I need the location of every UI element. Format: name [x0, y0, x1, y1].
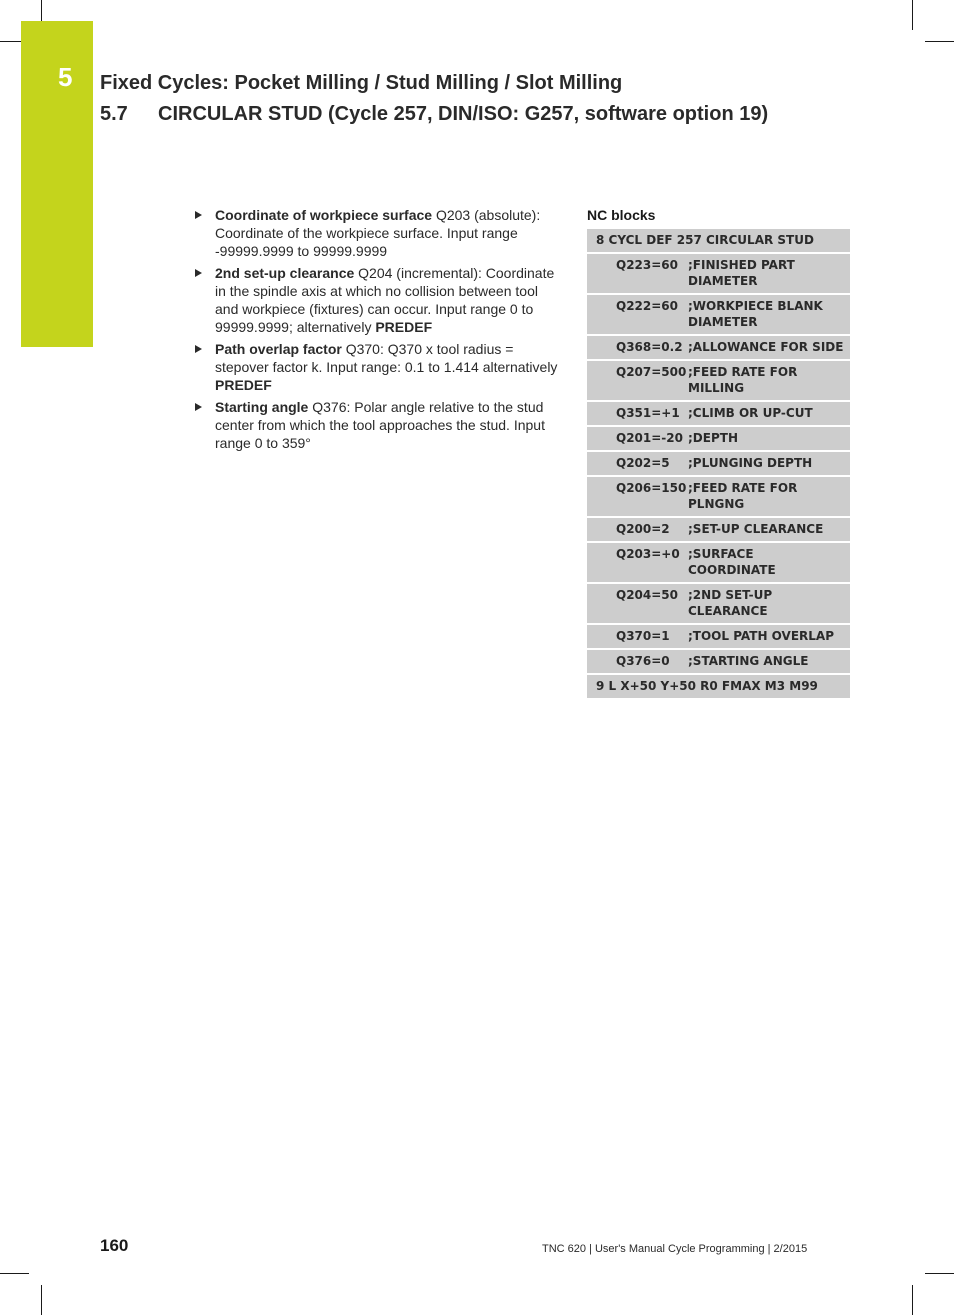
parameter-item [193, 264, 563, 336]
table-row [587, 583, 850, 624]
crop-mark [41, 0, 42, 21]
q-parameter: Q201=-20 [587, 426, 688, 451]
table-row [587, 229, 850, 253]
q-parameter: Q203=+0 [587, 542, 688, 583]
table-row [587, 624, 850, 649]
triangle-bullet-icon [195, 211, 202, 219]
table-row [587, 360, 850, 401]
parameter-name: Path overlap factor [215, 341, 342, 357]
nc-blocks-table [587, 229, 850, 700]
parameter-list [193, 206, 563, 456]
nc-block-line: 9 L X+50 Y+50 R0 FMAX M3 M99 [587, 674, 850, 699]
q-parameter: Q222=60 [587, 294, 688, 335]
chapter-number: 5 [58, 62, 73, 92]
parameter-suffix: PREDEF [375, 319, 433, 335]
q-comment: ;STARTING ANGLE [688, 649, 850, 674]
nc-block-line: 8 CYCL DEF 257 CIRCULAR STUD [587, 229, 850, 253]
q-parameter: Q368=0.2 [587, 335, 688, 360]
q-parameter: Q207=500 [587, 360, 688, 401]
crop-mark [0, 1273, 29, 1274]
table-row [587, 542, 850, 583]
parameter-item [193, 206, 563, 260]
page-number: 160 [100, 1236, 129, 1255]
q-parameter: Q223=60 [587, 253, 688, 294]
footer-text: TNC 620 | User's Manual Cycle Programming | 2/2015 [542, 1243, 808, 1255]
section-title-text: CIRCULAR STUD (Cycle 257, DIN/ISO: G257, software option 19) [158, 103, 769, 125]
q-parameter: Q376=0 [587, 649, 688, 674]
q-comment: ;SET-UP CLEARANCE [688, 517, 850, 542]
table-row [587, 517, 850, 542]
table-row [587, 253, 850, 294]
table-row [587, 426, 850, 451]
triangle-bullet-icon [195, 345, 202, 353]
table-row [587, 649, 850, 674]
parameter-item [193, 398, 563, 452]
parameter-suffix: PREDEF [215, 377, 272, 393]
parameter-name: Starting angle [215, 399, 309, 415]
q-comment: ;DEPTH [688, 426, 850, 451]
crop-mark [912, 0, 913, 30]
triangle-bullet-icon [195, 403, 202, 411]
nc-blocks-heading: NC blocks [587, 207, 656, 223]
q-comment: ;2ND SET-UP CLEARANCE [688, 583, 850, 624]
q-comment: ;SURFACE COORDINATE [688, 542, 850, 583]
q-parameter: Q202=5 [587, 451, 688, 476]
q-comment: ;FEED RATE FOR MILLING [688, 360, 850, 401]
parameter-description: Q203 (absolute): Coordinate of the workpiece surface. Input range -99999.9999 to 99999.9999 [215, 207, 541, 259]
q-parameter: Q370=1 [587, 624, 688, 649]
crop-mark [0, 41, 21, 42]
table-row [587, 674, 850, 699]
table-row [587, 335, 850, 360]
q-parameter: Q200=2 [587, 517, 688, 542]
crop-mark [925, 41, 954, 42]
q-comment: ;FEED RATE FOR PLNGNG [688, 476, 850, 517]
q-comment: ;ALLOWANCE FOR SIDE [688, 335, 850, 360]
section-title [100, 103, 768, 126]
section-number: 5.7 [100, 103, 128, 125]
triangle-bullet-icon [195, 269, 202, 277]
table-row [587, 401, 850, 426]
chapter-tab [21, 21, 93, 347]
q-comment: ;PLUNGING DEPTH [688, 451, 850, 476]
parameter-description: Q376: Polar angle relative to the stud center from which the tool approaches the stud. Input range 0 to 359° [215, 399, 545, 451]
parameter-description: Q204 (incremental): Coordinate in the spindle axis at which no collision between tool and workpiece (fixtures) can occur. Input range 0 to 99999.9999; alternatively [215, 265, 555, 335]
q-comment: ;CLIMB OR UP-CUT [688, 401, 850, 426]
table-row [587, 451, 850, 476]
q-comment: ;TOOL PATH OVERLAP [688, 624, 850, 649]
parameter-name: 2nd set-up clearance [215, 265, 355, 281]
chapter-title: Fixed Cycles: Pocket Milling / Stud Milling / Slot Milling [100, 72, 623, 94]
q-parameter: Q351=+1 [587, 401, 688, 426]
crop-mark [912, 1285, 913, 1315]
parameter-item [193, 340, 563, 394]
table-row [587, 476, 850, 517]
crop-mark [41, 1285, 42, 1315]
table-row [587, 294, 850, 335]
parameter-name: Coordinate of workpiece surface [215, 207, 433, 223]
q-parameter: Q206=150 [587, 476, 688, 517]
parameter-description: Q370: Q370 x tool radius = stepover factor k. Input range: 0.1 to 1.414 alternatively [215, 341, 558, 375]
q-comment: ;WORKPIECE BLANK DIAMETER [688, 294, 850, 335]
q-parameter: Q204=50 [587, 583, 688, 624]
q-comment: ;FINISHED PART DIAMETER [688, 253, 850, 294]
crop-mark [925, 1273, 954, 1274]
